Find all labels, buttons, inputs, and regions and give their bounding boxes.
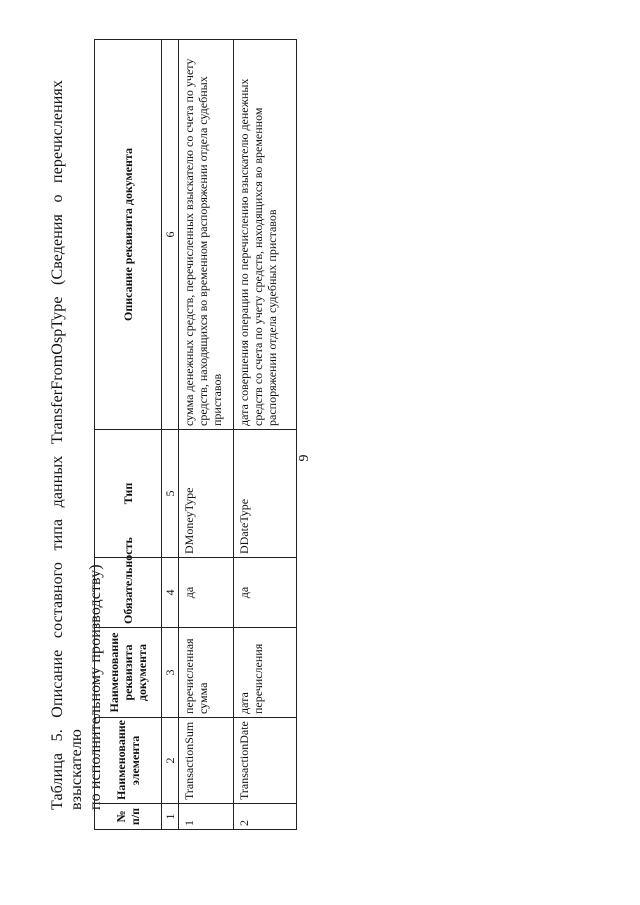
table-caption-line-1: Таблица 5. Описание составного типа данных TransferFromOspType (Сведения о перечислениях взыскателю bbox=[49, 80, 85, 810]
column-number-row bbox=[162, 40, 179, 830]
table-caption-line-2: по исполнительному производству) bbox=[87, 564, 104, 810]
header-required: Обязательность bbox=[95, 558, 162, 628]
table-row bbox=[179, 40, 234, 830]
requisite-name: дата перечисления bbox=[234, 628, 297, 718]
column-number: 1 bbox=[162, 804, 179, 830]
column-number: 5 bbox=[162, 430, 179, 558]
header-element-name: Наименование элемента bbox=[95, 718, 162, 804]
requisite-name: перечисленная сумма bbox=[179, 628, 234, 718]
column-number: 4 bbox=[162, 558, 179, 628]
row-number: 2 bbox=[234, 804, 297, 830]
element-name: TransactionSum bbox=[179, 718, 234, 804]
row-number: 1 bbox=[179, 804, 234, 830]
required-value: да bbox=[234, 558, 297, 628]
description-value: сумма денежных средств, перечисленных взыскателю со счета по учету средств, находящихся во временном распоряжении отдела судебных приставов bbox=[179, 40, 234, 430]
required-value: да bbox=[179, 558, 234, 628]
data-type-description-table bbox=[94, 39, 297, 830]
column-number: 3 bbox=[162, 628, 179, 718]
rotated-page-content bbox=[40, 40, 620, 830]
header-description: Описание реквизита документа bbox=[95, 40, 162, 430]
header-type: Тип bbox=[95, 430, 162, 558]
table-header-row bbox=[95, 40, 162, 830]
type-value: DMoneyType bbox=[179, 430, 234, 558]
element-name: TransactionDate bbox=[234, 718, 297, 804]
description-value: дата совершения операции по перечислению взыскателю денежных средств со счета по учету средств, находящихся во временном распоряжении отдела судебных приставов bbox=[234, 40, 297, 430]
header-requisite-name: Наименование реквизита документа bbox=[95, 628, 162, 718]
column-number: 2 bbox=[162, 718, 179, 804]
table-row bbox=[234, 40, 297, 830]
type-value: DDateType bbox=[234, 430, 297, 558]
column-number: 6 bbox=[162, 40, 179, 430]
header-row-number: № п/п bbox=[95, 804, 162, 830]
page-number: 9 bbox=[297, 454, 312, 462]
